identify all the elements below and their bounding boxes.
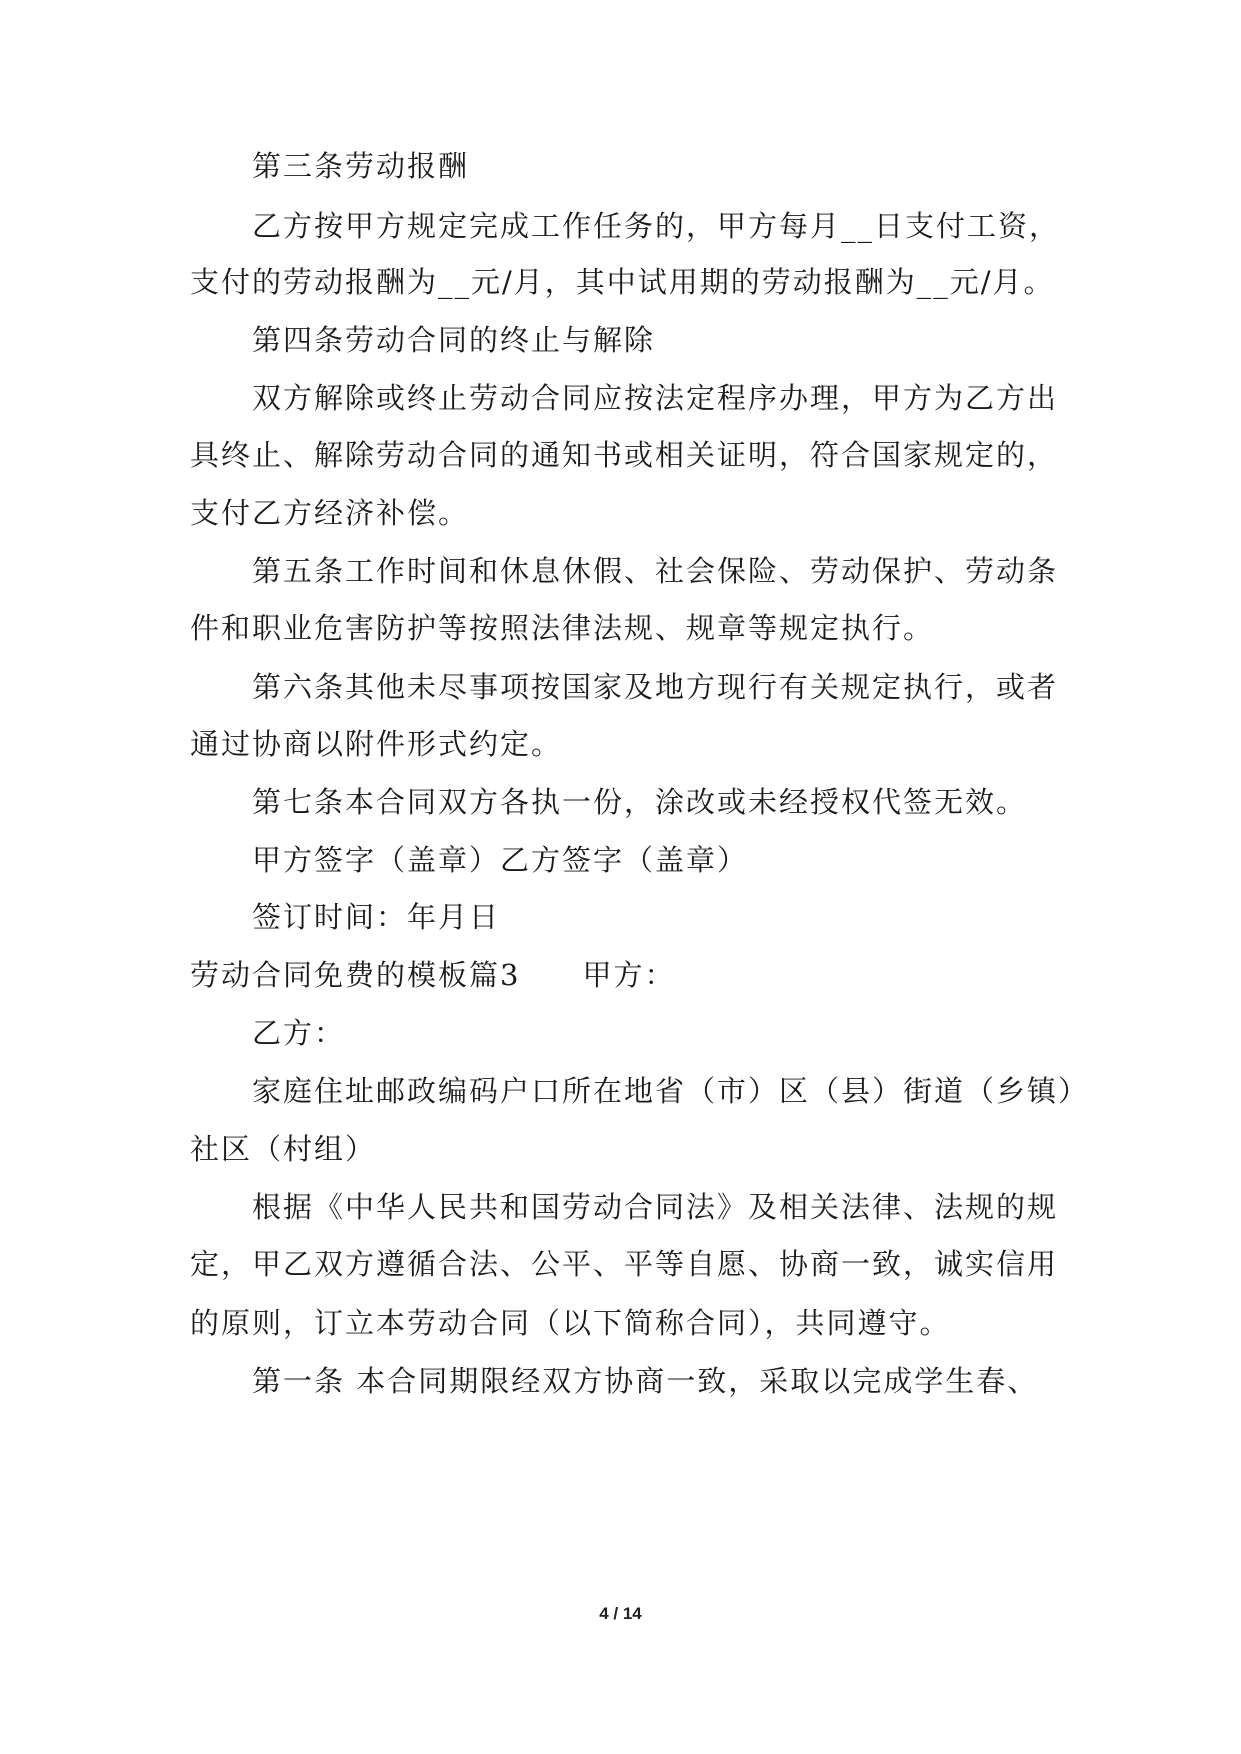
paragraph-line: 第五条工作时间和休息休假、社会保险、劳动保护、劳动条 bbox=[252, 554, 1059, 588]
party-b-line: 乙方： bbox=[252, 1016, 346, 1050]
page-number: 4 / 14 bbox=[599, 1604, 642, 1623]
address-line: 家庭住址邮政编码户口所在地省（市）区（县）街道（乡镇） bbox=[252, 1074, 1090, 1108]
paragraph-line: 的原则，订立本劳动合同（以下简称合同），共同遵守。 bbox=[190, 1306, 951, 1340]
paragraph-line: 根据《中华人民共和国劳动合同法》及相关法律、法规的规 bbox=[252, 1190, 1059, 1224]
paragraph-line: 双方解除或终止劳动合同应按法定程序办理，甲方为乙方出 bbox=[252, 381, 1059, 415]
section-heading-article-4: 第四条劳动合同的终止与解除 bbox=[252, 323, 656, 357]
signature-line: 甲方签字（盖章）乙方签字（盖章） bbox=[252, 843, 749, 877]
paragraph-line: 支付的劳动报酬为__元/月，其中试用期的劳动报酬为__元/月。 bbox=[190, 265, 1055, 299]
paragraph-line: 第七条本合同双方各执一份，涂改或未经授权代签无效。 bbox=[252, 785, 1028, 819]
signing-date-line: 签订时间：年月日 bbox=[252, 900, 501, 934]
paragraph-line: 具终止、解除劳动合同的通知书或相关证明，符合国家规定的， bbox=[190, 438, 1059, 472]
paragraph-line: 乙方按甲方规定完成工作任务的，甲方每月__日支付工资， bbox=[252, 209, 1061, 243]
section-heading-article-1: 第一条 本合同期限经双方协商一致，采取以完成学生春、 bbox=[252, 1364, 1039, 1398]
section-title-template-3: 劳动合同免费的模板篇3 甲方： bbox=[190, 958, 676, 992]
paragraph-line: 支付乙方经济补偿。 bbox=[190, 496, 470, 530]
address-line: 社区（村组） bbox=[190, 1132, 377, 1166]
paragraph-line: 定，甲乙双方遵循合法、公平、平等自愿、协商一致，诚实信用 bbox=[190, 1247, 1059, 1281]
section-heading-article-3: 第三条劳动报酬 bbox=[252, 149, 470, 183]
paragraph-line: 第六条其他未尽事项按国家及地方现行有关规定执行，或者 bbox=[252, 670, 1059, 704]
paragraph-line: 件和职业危害防护等按照法律法规、规章等规定执行。 bbox=[190, 611, 935, 645]
paragraph-line: 通过协商以附件形式约定。 bbox=[190, 727, 563, 761]
